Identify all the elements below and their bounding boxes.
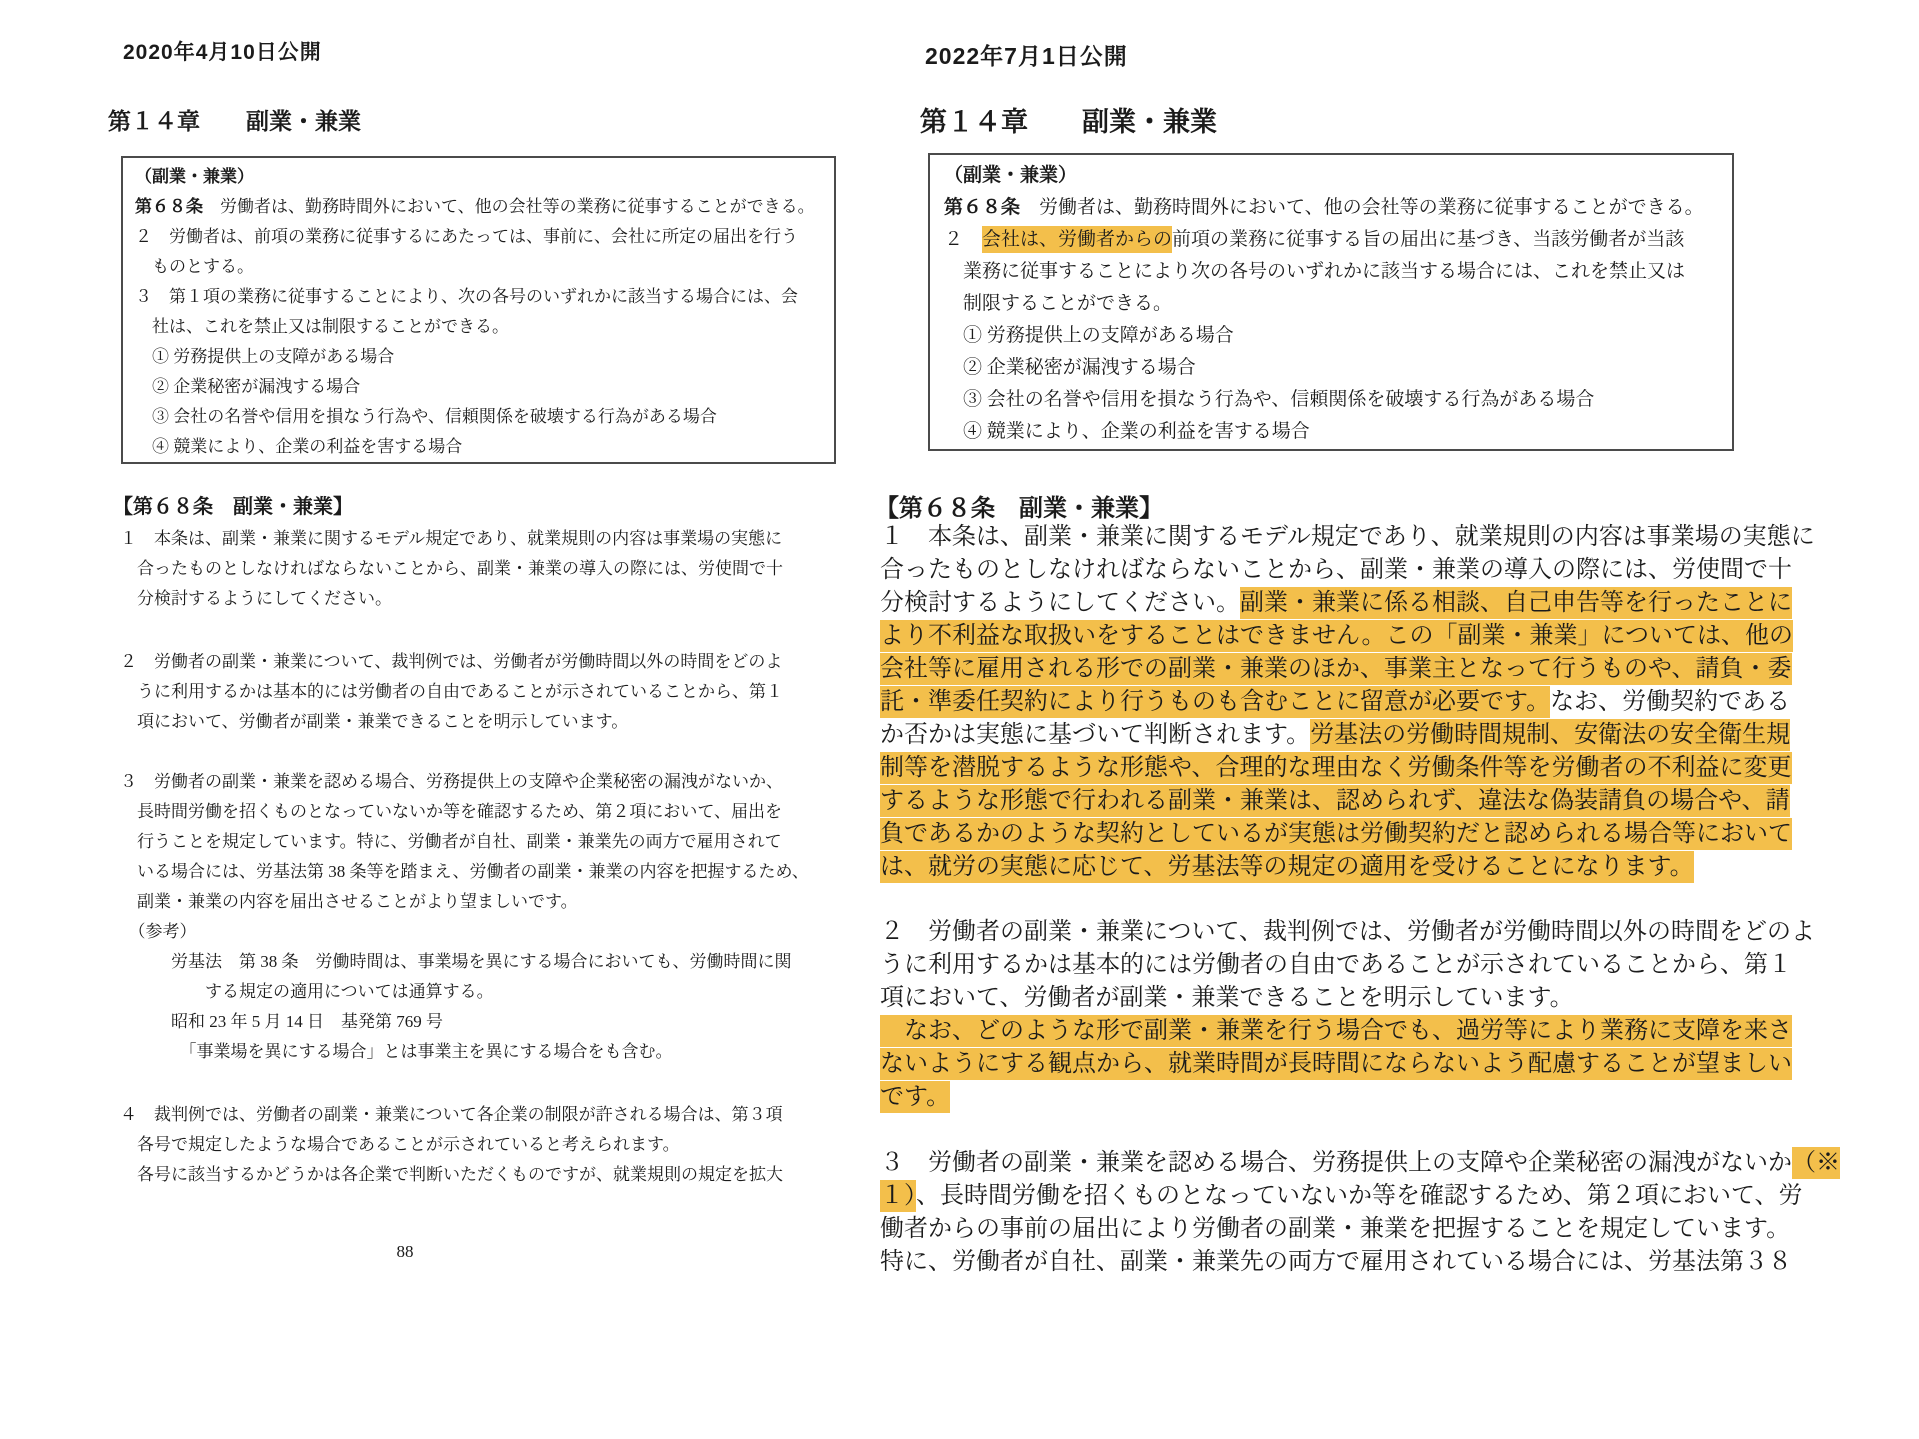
text-segment: うに利用するかは基本的には労働者の自由であることが示されていることから、第１ — [120, 682, 783, 701]
highlighted-revision-text: 制等を潜脱するような形態や、合理的な理由なく労働条件等を労働者の不利益に変更 — [880, 752, 1792, 784]
page-2022-version — [875, 0, 1919, 1439]
regulation-article-box-2022 — [928, 153, 1734, 451]
text-segment: 、長時間労働を招くものとなっていないか等を確認するため、第２項において、労 — [916, 1183, 1803, 1209]
page-2020-version — [95, 0, 855, 1439]
highlighted-revision-text: 会社等に雇用される形での副業・兼業のほか、事業主となって行うものや、請負・委 — [880, 653, 1792, 685]
text-line — [120, 1100, 783, 1130]
text-line — [880, 686, 1815, 719]
text-segment: 社は、これを禁止又は制限することができる。 — [135, 317, 509, 336]
text-line — [880, 587, 1815, 620]
text-segment: 項において、労働者が副業・兼業できることを明示しています。 — [120, 712, 629, 731]
text-segment: 行うことを規定しています。特に、労働者が自社、副業・兼業先の両方で雇用されて — [120, 832, 782, 851]
text-line — [880, 818, 1815, 851]
text-segment: 項において、労働者が副業・兼業できることを明示しています。 — [880, 985, 1574, 1011]
text-line — [120, 554, 783, 584]
text-segment: 各号で規定したような場合であることが示されていると考えられます。 — [120, 1135, 680, 1154]
text-segment: ものとする。 — [135, 257, 254, 276]
text-line — [880, 1180, 1840, 1213]
commentary-paragraph-3-revised — [880, 1147, 1840, 1279]
text-line — [135, 312, 822, 342]
text-line — [880, 1015, 1815, 1048]
text-segment: 制限することができる。 — [944, 293, 1173, 314]
page-number: 88 — [396, 1242, 414, 1261]
commentary-heading-2022: 【第６８条 副業・兼業】 — [875, 495, 1163, 522]
text-line — [120, 584, 783, 614]
text-segment: ① 労務提供上の支障がある場合 — [944, 325, 1234, 346]
text-line — [944, 160, 1718, 192]
text-line — [120, 767, 809, 797]
text-line — [120, 1037, 809, 1067]
regulation-article-box-2020 — [121, 156, 836, 464]
text-line — [880, 916, 1815, 949]
text-line — [135, 342, 822, 372]
text-line — [880, 719, 1815, 752]
text-segment: ２ 労働者の副業・兼業について、裁判例では、労働者が労働時間以外の時間をどのよ — [120, 652, 783, 671]
commentary-paragraph-1 — [120, 524, 783, 614]
text-segment: （参考） — [120, 922, 197, 941]
text-segment: 働者からの事前の届出により労働者の副業・兼業を把握することを規定しています。 — [880, 1216, 1791, 1242]
text-line — [120, 977, 809, 1007]
text-segment: 労働者は、勤務時間外において、他の会社等の業務に従事することができる。 — [1020, 197, 1704, 218]
text-segment: 前項の業務に従事する旨の届出に基づき、当該労働者が当該 — [1172, 229, 1685, 250]
text-line — [120, 1130, 783, 1160]
text-line — [880, 752, 1815, 785]
text-line — [880, 554, 1815, 587]
commentary-paragraph-3-with-reference — [120, 767, 809, 1067]
publish-date-2020: 2020年4月10日公開 — [123, 41, 322, 64]
text-segment: ④ 競業により、企業の利益を害する場合 — [944, 421, 1310, 442]
text-segment: ① 労務提供上の支障がある場合 — [135, 347, 395, 366]
text-segment: ③ 会社の名誉や信用を損なう行為や、信頼関係を破壊する行為がある場合 — [944, 389, 1595, 410]
text-segment: 合ったものとしなければならないことから、副業・兼業の導入の際には、労使間で十 — [880, 557, 1792, 583]
text-line — [120, 857, 809, 887]
highlighted-revision-text: なお、どのような形で副業・兼業を行う場合でも、過労等により業務に支障を来さ — [880, 1015, 1792, 1047]
text-line — [880, 521, 1815, 554]
text-segment: 労働者は、勤務時間外において、他の会社等の業務に従事することができる。 — [203, 197, 815, 216]
text-segment: 「事業場を異にする場合」とは事業主を異にする場合をも含む。 — [120, 1042, 673, 1061]
text-segment: する規定の適用については通算する。 — [120, 982, 494, 1001]
text-line — [120, 677, 783, 707]
text-line — [944, 256, 1718, 288]
text-segment: （副業・兼業） — [135, 167, 254, 186]
text-line — [135, 192, 822, 222]
text-line — [120, 887, 809, 917]
text-segment: 長時間労働を招くものとなっていないか等を確認するため、第２項において、届出を — [120, 802, 782, 821]
text-segment: ③ 会社の名誉や信用を損なう行為や、信頼関係を破壊する行為がある場合 — [135, 407, 717, 426]
text-segment: 昭和 23 年 5 月 14 日 基発第 769 号 — [120, 1012, 443, 1031]
text-segment: 分検討するようにしてください。 — [120, 589, 392, 608]
text-line — [120, 797, 809, 827]
highlighted-revision-text: は、就労の実態に応じて、労基法等の規定の適用を受けることになります。 — [880, 851, 1694, 883]
text-line — [880, 1048, 1815, 1081]
text-line — [880, 1246, 1840, 1279]
text-segment: ２ 労働者の副業・兼業について、裁判例では、労働者が労働時間以外の時間をどのよ — [880, 919, 1816, 945]
text-line — [120, 524, 783, 554]
highlighted-revision-text: （※ — [1792, 1147, 1840, 1179]
text-segment: 労基法 第 38 条 労働時間は、事業場を異にする場合においても、労働時間に関 — [120, 952, 792, 971]
text-line — [944, 224, 1718, 256]
text-line — [880, 1081, 1815, 1114]
text-line — [880, 949, 1815, 982]
highlighted-revision-text: です。 — [880, 1081, 950, 1113]
text-line — [944, 192, 1718, 224]
text-segment: うに利用するかは基本的には労働者の自由であることが示されていることから、第１ — [880, 952, 1792, 978]
text-line — [944, 384, 1718, 416]
text-segment: 第６８条 — [135, 197, 203, 216]
text-line — [880, 1213, 1840, 1246]
text-segment: ４ 裁判例では、労働者の副業・兼業について各企業の制限が許される場合は、第３項 — [120, 1105, 783, 1124]
highlighted-revision-text: 労基法の労働時間規制、安衛法の安全衛生規 — [1310, 719, 1790, 751]
text-line — [880, 1147, 1840, 1180]
text-line — [135, 372, 822, 402]
highlighted-revision-text: 会社は、労働者からの — [982, 226, 1172, 253]
text-line — [120, 917, 809, 947]
text-line — [880, 982, 1815, 1015]
text-line — [944, 352, 1718, 384]
text-line — [135, 252, 822, 282]
text-segment: ② 企業秘密が漏洩する場合 — [944, 357, 1196, 378]
text-line — [120, 707, 783, 737]
commentary-paragraph-2-revised — [880, 916, 1815, 1114]
highlighted-revision-text: 負であるかのような契約としているが実態は労働契約だと認められる場合等において — [880, 818, 1792, 850]
commentary-paragraph-2 — [120, 647, 783, 737]
text-segment: １ 本条は、副業・兼業に関するモデル規定であり、就業規則の内容は事業場の実態に — [120, 529, 783, 548]
text-line — [135, 222, 822, 252]
text-segment: ３ 第１項の業務に従事することにより、次の各号のいずれかに該当する場合には、会 — [135, 287, 798, 306]
text-segment: 分検討するようにしてください。 — [880, 590, 1240, 616]
commentary-heading-2020: 【第６８条 副業・兼業】 — [113, 496, 353, 518]
text-line — [880, 785, 1815, 818]
text-segment: ３ 労働者の副業・兼業を認める場合、労務提供上の支障や企業秘密の漏洩がないか、 — [120, 772, 783, 791]
text-line — [944, 320, 1718, 352]
highlighted-revision-text: 副業・兼業に係る相談、自己申告等を行ったことに — [1240, 587, 1792, 619]
text-line — [135, 282, 822, 312]
text-segment: なお、労働契約である — [1550, 689, 1791, 715]
text-line — [135, 162, 822, 192]
publish-date-2022: 2022年7月1日公開 — [925, 43, 1128, 69]
commentary-paragraph-4 — [120, 1100, 783, 1190]
text-line — [880, 851, 1815, 884]
text-line — [135, 432, 822, 462]
text-segment: ２ — [944, 229, 983, 250]
text-line — [944, 288, 1718, 320]
highlighted-revision-text: 託・準委任契約により行うものも含むことに留意が必要です。 — [880, 686, 1550, 718]
highlighted-revision-text: するような形態で行われる副業・兼業は、認められず、違法な偽装請負の場合や、請 — [880, 785, 1790, 817]
highlighted-revision-text: １） — [880, 1180, 916, 1212]
text-line — [880, 620, 1815, 653]
text-segment: 業務に従事することにより次の各号のいずれかに該当する場合には、これを禁止又は — [944, 261, 1686, 282]
text-segment: 特に、労働者が自社、副業・兼業先の両方で雇用されている場合には、労基法第３８ — [880, 1249, 1792, 1275]
text-line — [120, 827, 809, 857]
text-line — [944, 416, 1718, 448]
text-segment: 各号に該当するかどうかは各企業で判断いただくものですが、就業規則の規定を拡大 — [120, 1165, 783, 1184]
text-segment: 第６８条 — [944, 197, 1021, 218]
text-segment: ② 企業秘密が漏洩する場合 — [135, 377, 361, 396]
text-line — [120, 1160, 783, 1190]
chapter-title-2020: 第１４章 副業・兼業 — [108, 108, 361, 134]
text-segment: １ 本条は、副業・兼業に関するモデル規定であり、就業規則の内容は事業場の実態に — [880, 524, 1815, 550]
text-segment: いる場合には、労基法第 38 条等を踏まえ、労働者の副業・兼業の内容を把握するため、 — [120, 862, 809, 881]
text-segment: 合ったものとしなければならないことから、副業・兼業の導入の際には、労使間で十 — [120, 559, 783, 578]
text-line — [120, 947, 809, 977]
text-segment: ３ 労働者の副業・兼業を認める場合、労務提供上の支障や企業秘密の漏洩がないか — [880, 1150, 1792, 1176]
text-segment: ２ 労働者は、前項の業務に従事するにあたっては、事前に、会社に所定の届出を行う — [135, 227, 798, 246]
text-segment: 副業・兼業の内容を届出させることがより望ましいです。 — [120, 892, 578, 911]
text-segment: ④ 競業により、企業の利益を害する場合 — [135, 437, 463, 456]
text-line — [120, 647, 783, 677]
highlighted-revision-text: ないようにする観点から、就業時間が長時間にならないよう配慮することが望ましい — [880, 1048, 1792, 1080]
chapter-title-2022: 第１４章 副業・兼業 — [920, 107, 1217, 137]
text-line — [120, 1007, 809, 1037]
highlighted-revision-text: より不利益な取扱いをすることはできません。この「副業・兼業」については、他の — [880, 620, 1793, 652]
text-segment: か否かは実態に基づいて判断されます。 — [880, 722, 1311, 748]
text-line — [135, 402, 822, 432]
text-line — [880, 653, 1815, 686]
commentary-paragraph-1-revised — [880, 521, 1815, 884]
text-segment: （副業・兼業） — [944, 165, 1078, 186]
